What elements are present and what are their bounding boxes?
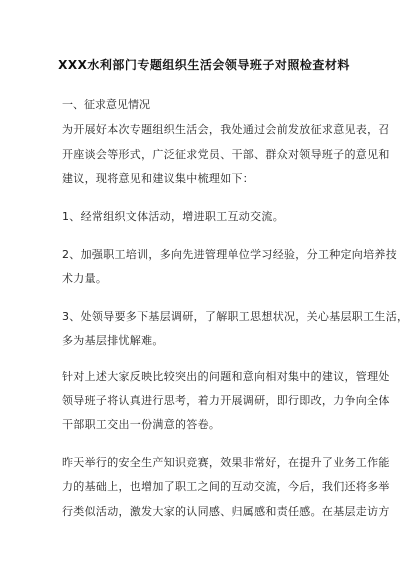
list-item-2-continued: 术力量。 — [62, 272, 108, 285]
section-heading: 一、征求意见情况 — [62, 98, 150, 111]
paragraph-line: 开座谈会等形式，广泛征求党员、干部、群众对领导班子的意见和 — [62, 148, 390, 161]
paragraph-line: 针对上述大家反映比较突出的问题和意向相对集中的建议，管理处 — [62, 370, 390, 383]
list-item-3: 3、处领导要多下基层调研，了解职工思想状况，关心基层职工生活， — [62, 310, 408, 323]
document-title: XXX水利部门专题组织生活会领导班子对照检查材料 — [58, 58, 350, 72]
paragraph-line: 干部职工交出一份满意的答卷。 — [62, 418, 221, 431]
list-item-2: 2、加强职工培训，多向先进管理单位学习经验，分工种定向培养技 — [62, 248, 397, 261]
paragraph-line: 为开展好本次专题组织生活会，我处通过会前发放征求意见表，召 — [62, 123, 390, 136]
paragraph-line: 领导班子将认真进行思考，着力开展调研，即行即改，力争向全体 — [62, 394, 390, 407]
paragraph-line: 昨天举行的安全生产知识竞赛，效果非常好，在提升了业务工作能 — [62, 456, 390, 469]
list-item-3-continued: 多为基层排忧解难。 — [62, 334, 164, 347]
paragraph-line: 力的基础上，也增加了职工之间的互动交流，今后，我们还将多举 — [62, 480, 390, 493]
paragraph-line: 行类似活动，激发大家的认同感、归属感和责任感。在基层走访方 — [62, 505, 390, 518]
paragraph-line: 建议，现将意见和建议集中梳理如下： — [62, 172, 255, 185]
list-item-1: 1、经常组织文体活动，增进职工互动交流。 — [62, 210, 284, 223]
